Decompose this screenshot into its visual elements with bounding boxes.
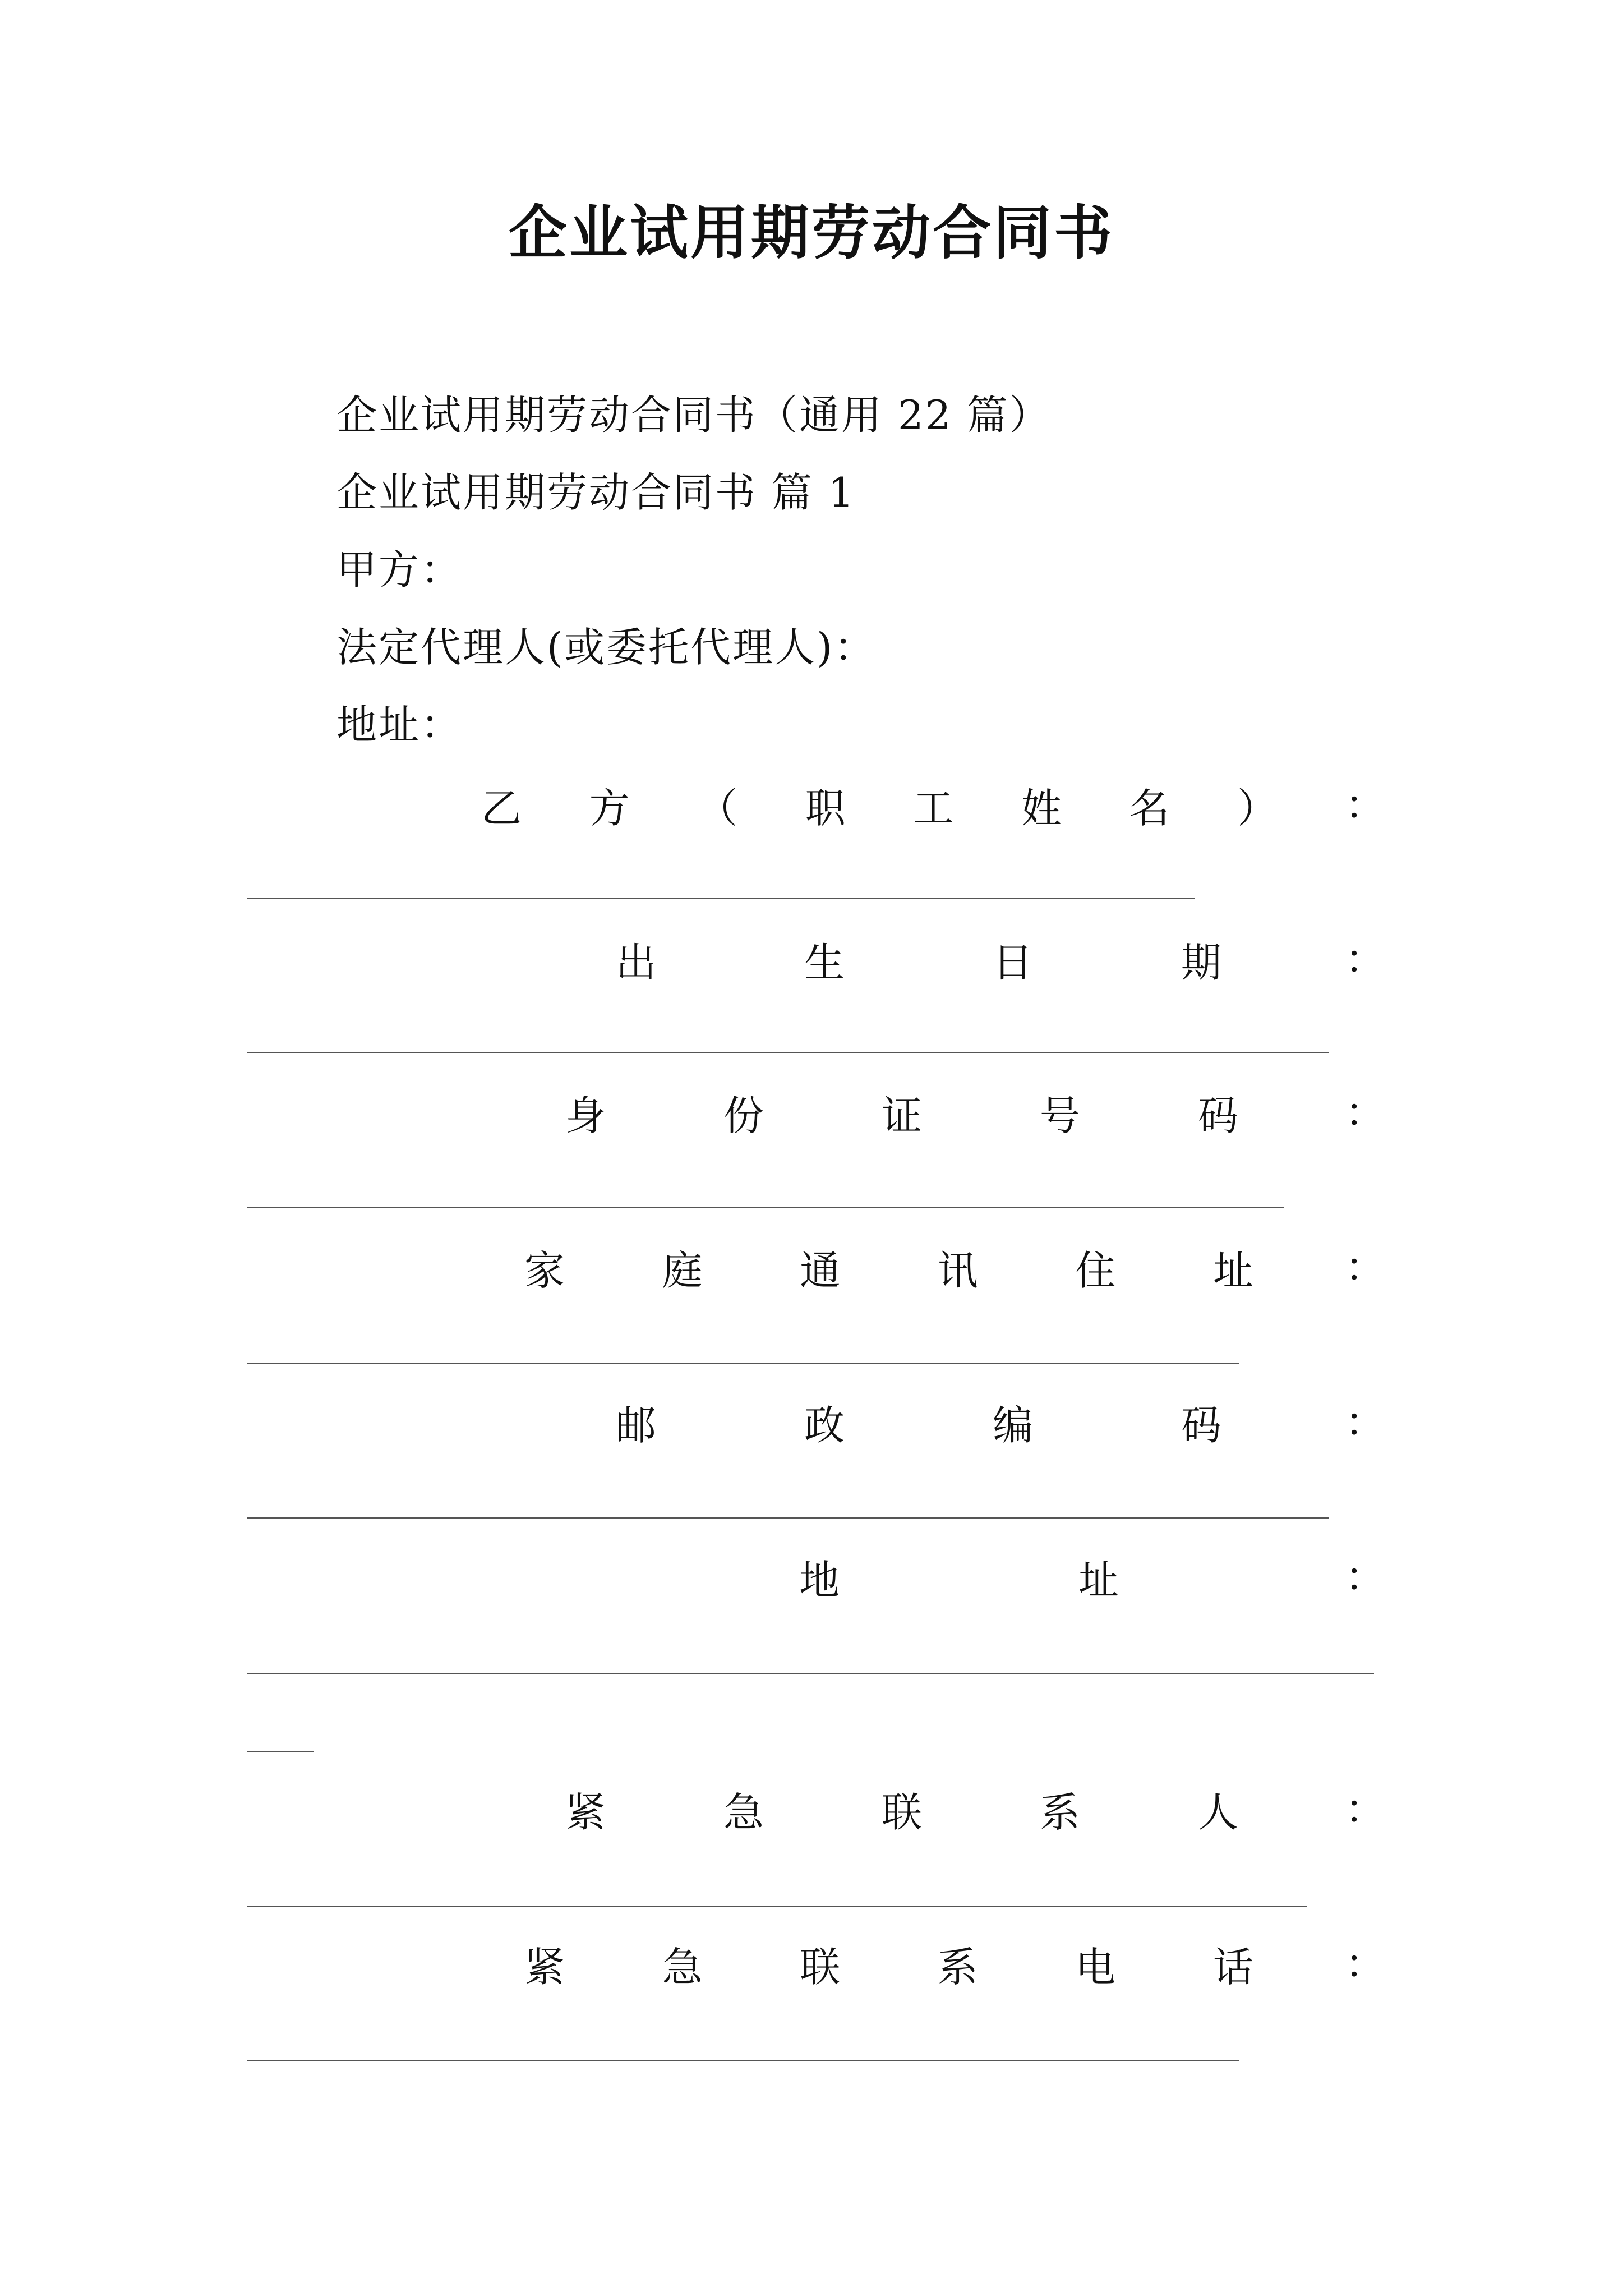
label-char: 生 <box>804 939 845 986</box>
fill-in-line <box>247 1052 1329 1053</box>
fill-in-line <box>247 1363 1239 1364</box>
field-label-emergency-contact <box>565 1778 1238 1840</box>
label-char: 号 <box>1039 1092 1080 1139</box>
fill-in-line <box>247 1207 1284 1208</box>
label-char: 系 <box>1039 1789 1080 1836</box>
label-char: 联 <box>881 1789 922 1836</box>
field-label-id-number <box>565 1082 1238 1143</box>
label-char: 份 <box>723 1092 764 1139</box>
label-char: 日 <box>992 939 1033 986</box>
label-char: 编 <box>992 1402 1033 1449</box>
label-char: 码 <box>1181 1402 1221 1449</box>
fill-in-line <box>247 1906 1307 1907</box>
document-subtitle: 企业试用期劳动合同书（通用 22 篇） <box>336 392 1052 439</box>
label-char: 政 <box>804 1402 845 1449</box>
legal-representative-label: 法定代理人(或委托代理人)： <box>336 624 877 671</box>
label-char: 人 <box>1197 1789 1238 1836</box>
field-colon: ： <box>1345 1398 1386 1446</box>
label-char: 讯 <box>937 1247 978 1294</box>
fill-in-line <box>247 2060 1239 2061</box>
field-label-emergency-phone <box>524 1933 1253 1995</box>
label-char: 姓 <box>1021 785 1062 832</box>
label-char: 紧 <box>524 1944 565 1991</box>
label-char: 方 <box>589 785 630 832</box>
label-char: 电 <box>1075 1944 1116 1991</box>
label-char: 紧 <box>565 1789 606 1836</box>
label-char: 话 <box>1212 1944 1253 1991</box>
field-colon: ： <box>1345 1244 1386 1291</box>
label-char: 邮 <box>616 1402 657 1449</box>
label-char: 急 <box>723 1789 764 1836</box>
label-char: 家 <box>524 1247 565 1294</box>
label-char: 出 <box>616 939 657 986</box>
label-char: 地 <box>799 1557 840 1604</box>
field-label-address <box>799 1546 1119 1608</box>
field-colon: ： <box>1345 1089 1386 1136</box>
field-colon: ： <box>1345 1786 1386 1833</box>
label-char: 码 <box>1197 1092 1238 1139</box>
label-char: 证 <box>881 1092 922 1139</box>
field-colon: ： <box>1345 1940 1386 1987</box>
label-char: 址 <box>1212 1247 1253 1294</box>
label-char: 联 <box>800 1944 841 1991</box>
field-label-birth-date <box>616 928 1221 990</box>
field-label-employee-name <box>481 774 1278 836</box>
field-colon: ： <box>1345 781 1386 829</box>
party-a-label: 甲方： <box>336 546 463 593</box>
label-char: 身 <box>565 1092 606 1139</box>
field-label-home-address <box>524 1236 1253 1298</box>
address-label: 地址： <box>336 701 463 748</box>
label-char: 名 <box>1129 785 1170 832</box>
label-char: 通 <box>800 1247 841 1294</box>
fill-in-line <box>247 1673 1374 1674</box>
label-char: ） <box>1237 785 1278 832</box>
fill-in-line <box>247 898 1195 899</box>
label-char: 乙 <box>481 785 522 832</box>
label-char: 址 <box>1078 1557 1119 1604</box>
label-char: 住 <box>1075 1247 1116 1294</box>
field-colon: ： <box>1345 936 1386 983</box>
label-char: 工 <box>913 785 954 832</box>
document-title: 企业试用期劳动合同书 <box>508 198 1114 267</box>
label-char: 急 <box>662 1944 703 1991</box>
fill-in-line-continuation <box>247 1751 314 1752</box>
label-char: 庭 <box>662 1247 703 1294</box>
label-char: （ <box>697 785 738 832</box>
label-char: 职 <box>805 785 846 832</box>
label-char: 期 <box>1181 939 1221 986</box>
field-label-postal-code <box>616 1391 1221 1453</box>
section-heading: 企业试用期劳动合同书 篇 1 <box>336 469 856 516</box>
label-char: 系 <box>937 1944 978 1991</box>
field-colon: ： <box>1345 1553 1386 1600</box>
fill-in-line <box>247 1517 1329 1519</box>
